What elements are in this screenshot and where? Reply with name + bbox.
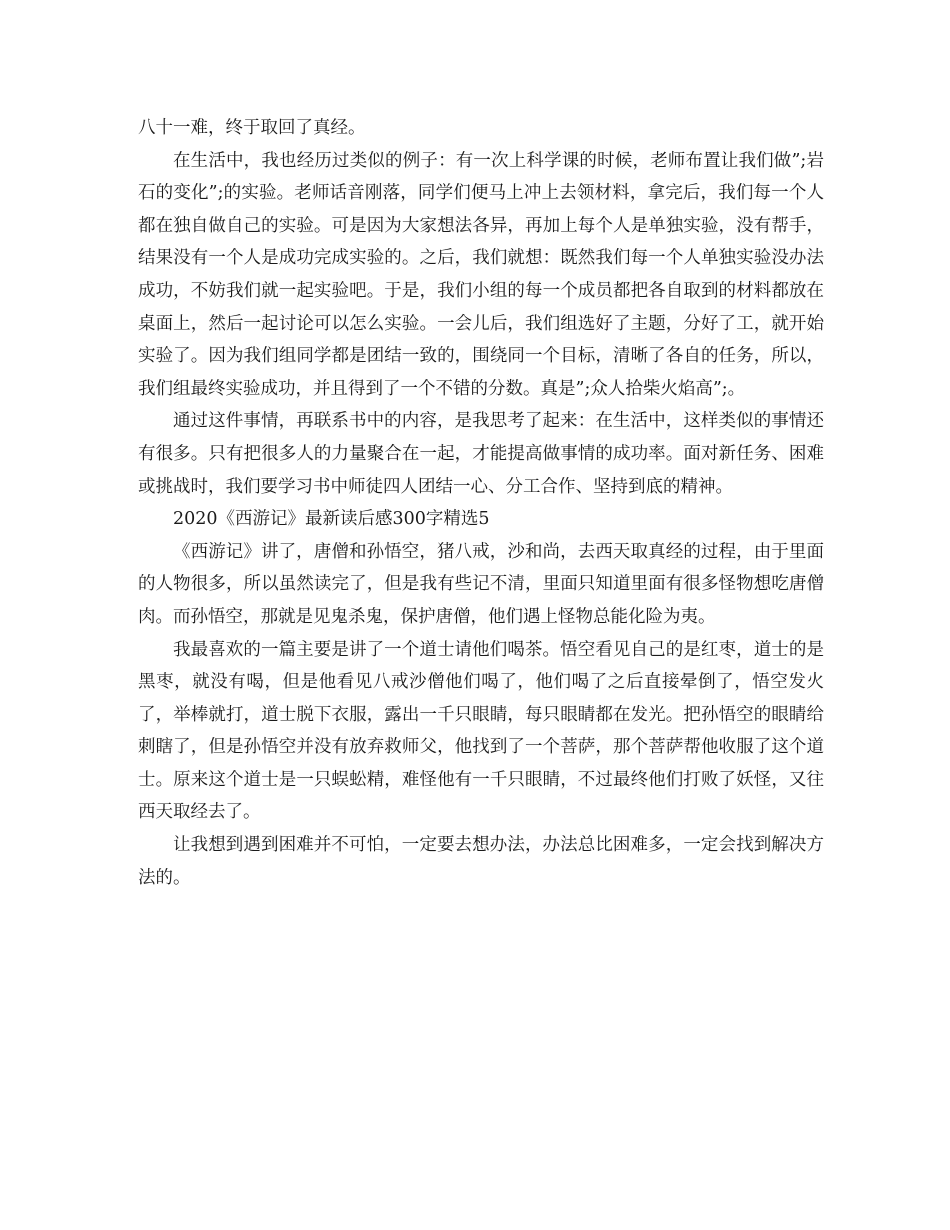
paragraph-reflection: 通过这件事情，再联系书中的内容，是我思考了起来：在生活中，这样类似的事情还有很多。只有把很多人的力量聚合在一起，才能提高做事情的成功率。面对新任务、困难或挑战时，我们要学习书中师徒四人团结一心、分工合作、坚持到底的精神。 — [138, 411, 824, 497]
paragraph-conclusion: 让我想到遇到困难并不可怕，一定要去想办法，办法总比困难多，一定会找到解决方法的。 — [138, 835, 824, 888]
document-body — [138, 112, 824, 894]
paragraph-continuation: 八十一难，终于取回了真经。 — [138, 118, 366, 138]
paragraph-science-class: 在生活中，我也经历过类似的例子：有一次上科学课的时候，老师布置让我们做”;岩石的变化”;的实验。老师话音刚落，同学们便马上冲上去领材料，拿完后，我们每一个人都在独自做自己的实验。可是因为大家想法各异，再加上每个人是单独实验，没有帮手，结果没有一个人是成功完成实验的。之后，我们就想：既然我们每一个人单独实验没办法成功，不妨我们就一起实验吧。于是，我们小组的每一个成员都把各自取到的材料都放在桌面上，然后一起讨论可以怎么实验。一会儿后，我们组选好了主题，分好了工，就开始实验了。因为我们组同学都是团结一致的，围绕同一个目标，清晰了各自的任务，所以，我们组最终实验成功，并且得到了一个不错的分数。真是”;众人拾柴火焰高”;。 — [138, 150, 824, 399]
section-heading: 2020《西游记》最新读后感300字精选5 — [173, 509, 490, 530]
paragraph-favorite-story: 我最喜欢的一篇主要是讲了一个道士请他们喝茶。悟空看见自己的是红枣，道士的是黑枣，就没有喝，但是他看见八戒沙僧他们喝了，他们喝了之后直接晕倒了，悟空发火了，举棒就打，道士脱下衣服，露出一千只眼睛，每只眼睛都在发光。把孙悟空的眼睛给刺瞎了，但是孙悟空并没有放弃救师父，他找到了一个菩萨，那个菩萨帮他收服了这个道士。原来这个道士是一只蜈蚣精，难怪他有一千只眼睛，不过最终他们打败了妖怪，又往西天取经去了。 — [138, 639, 824, 823]
paragraph-summary: 《西游记》讲了，唐僧和孙悟空，猪八戒，沙和尚，去西天取真经的过程，由于里面的人物很多，所以虽然读完了，但是我有些记不清，里面只知道里面有很多怪物想吃唐僧肉。而孙悟空，那就是见鬼杀鬼，保护唐僧，他们遇上怪物总能化险为夷。 — [138, 541, 824, 627]
